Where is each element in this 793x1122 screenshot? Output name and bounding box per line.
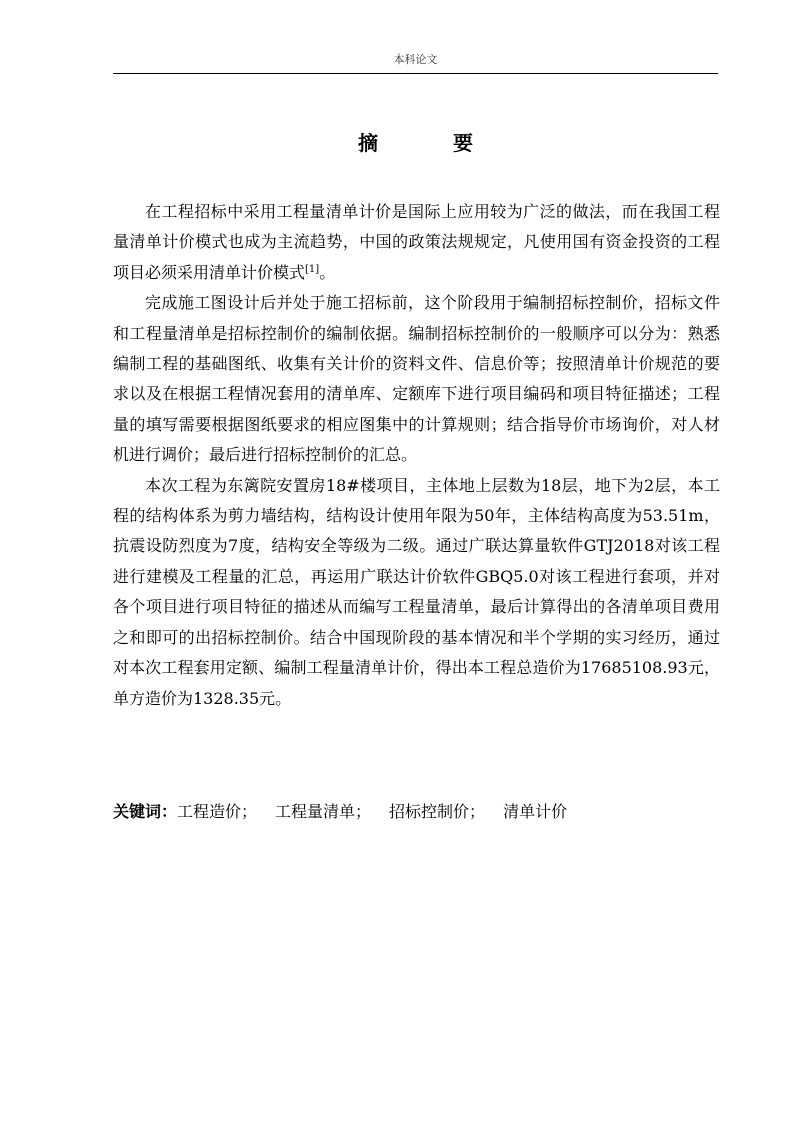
keywords-line [113, 798, 720, 826]
header-rule [113, 73, 718, 74]
abstract-body [113, 197, 720, 714]
keyword-item: 工程量清单； [275, 802, 372, 821]
abstract-paragraph-2: 完成施工图设计后并处于施工招标前，这个阶段用于编制招标控制价，招标文件和工程量清单是招标控制价的编制依据。编制招标控制价的一般顺序可以分为：熟悉编制工程的基础图纸、收集有关计价的资料文件、信息价等；按照清单计价规范的要求以及在根据工程情况套用的清单库、定额库下进行项目编码和项目特征描述；工程量的填写需要根据图纸要求的相应图集中的计算规则；结合指导价市场询价，对人材机进行调价；最后进行招标控制价的汇总。 [113, 293, 720, 465]
abstract-paragraph-1 [113, 197, 720, 288]
abstract-title: 摘 要 [358, 131, 507, 155]
keyword-item: 招标控制价； [389, 802, 486, 821]
citation-reference[interactable]: [1] [305, 263, 320, 275]
keyword-item: 工程造价； [177, 802, 258, 821]
running-header: 本科论文 [393, 53, 438, 66]
paragraph-text: 在工程招标中采用工程量清单计价是国际上应用较为广泛的做法，而在我国工程量清单计价模式也成为主流趋势，中国的政策法规规定，凡使用国有资金投资的工程项目必须采用清单计价模式 [113, 202, 720, 282]
keywords-label: 关键词： [113, 802, 178, 821]
paragraph-tail: 。 [319, 262, 336, 282]
keyword-item: 清单计价 [503, 802, 568, 821]
abstract-paragraph-3: 本次工程为东篱院安置房18#楼项目，主体地上层数为18层，地下为2层，本工程的结构体系为剪力墙结构，结构设计使用年限为50年，主体结构高度为53.51m，抗震设防烈度为7度，结构安全等级为二级。通过广联达算量软件GTJ2018对该工程进行建模及工程量的汇总，再运用广联达计价软件GBQ5.0对该工程进行套项，并对各个项目进行项目特征的描述从而编写工程量清单，最后计算得出的各清单项目费用之和即可的出招标控制价。结合中国现阶段的基本情况和半个学期的实习经历，通过对本次工程套用定额、编制工程量清单计价，得出本工程总造价为17685108.93元，单方造价为1328.35元。 [113, 475, 720, 708]
